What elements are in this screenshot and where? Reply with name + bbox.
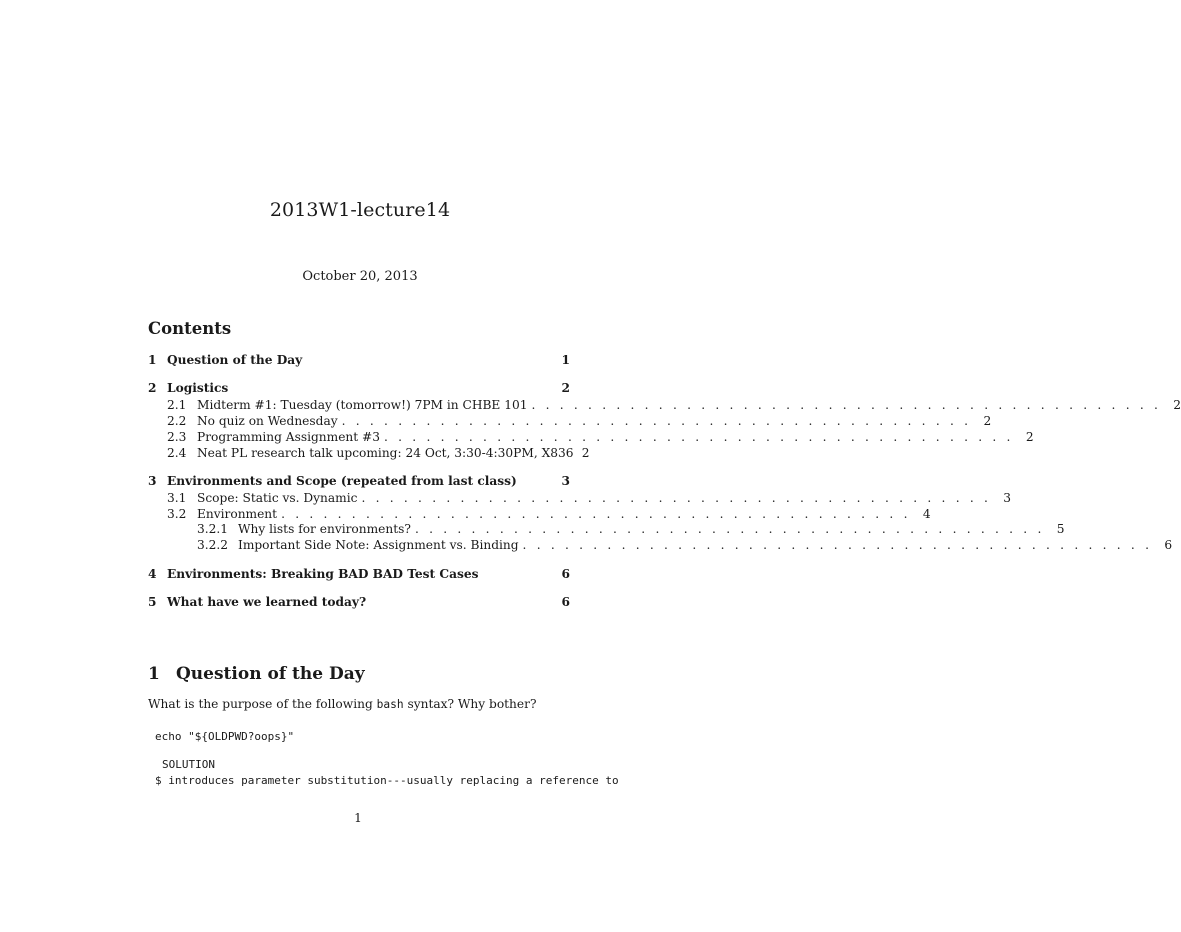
toc-page: 4 (922, 507, 931, 521)
document-title: 2013W1-lecture14 (269, 199, 451, 221)
toc-number: 2.3 (167, 430, 187, 444)
toc-entry-2-3[interactable] (148, 429, 1034, 445)
toc-page: 6 (1164, 538, 1173, 552)
toc-title: Neat PL research talk upcoming: 24 Oct, 3:30-4:30PM, X836 (197, 446, 574, 460)
question-paragraph: What is the purpose of the following bash syntax? Why bother? (148, 697, 537, 711)
toc-title: Why lists for environments? (238, 522, 411, 536)
toc-number: 3.1 (167, 491, 187, 505)
toc-page: 6 (561, 567, 570, 581)
toc-page: 2 (983, 414, 992, 428)
toc-number: 5 (148, 595, 157, 609)
solution-text: $ introduces parameter substitution---usually replacing a reference to (155, 774, 619, 787)
toc-entry-3-2-2[interactable] (148, 537, 1173, 553)
toc-title: Programming Assignment #3 (197, 430, 381, 444)
toc-entry-section-3[interactable] (148, 473, 570, 489)
toc-number: 2 (148, 381, 157, 395)
section-number: 1 (148, 664, 160, 684)
toc-title: Question of the Day (167, 353, 303, 367)
toc-title: No quiz on Wednesday (197, 414, 338, 428)
toc-entry-3-1[interactable] (148, 490, 1012, 506)
toc-title: Scope: Static vs. Dynamic (197, 491, 358, 505)
page-number: 1 (354, 811, 362, 825)
toc-entry-section-4[interactable] (148, 566, 570, 582)
toc-page: 3 (1003, 491, 1012, 505)
toc-number: 3.2.1 (197, 522, 229, 536)
toc-title: Environments: Breaking BAD BAD Test Cases (167, 567, 479, 581)
solution-label: SOLUTION (162, 758, 215, 771)
toc-number: 1 (148, 353, 157, 367)
toc-leader-dots: . . . . . . . . . . . . . . . . . . . . . . . . . . . . . . . . . . . . . . . . . . . . . (414, 522, 1045, 536)
toc-entry-3-2[interactable] (148, 506, 931, 522)
toc-page: 5 (1056, 522, 1065, 536)
code-example: echo "${OLDPWD?oops}" (155, 730, 295, 743)
toc-title: Environment (197, 507, 278, 521)
toc-number: 3.2.2 (197, 538, 229, 552)
section-title: Question of the Day (176, 664, 365, 684)
toc-entry-3-2-1[interactable] (148, 521, 1065, 537)
toc-title: Environments and Scope (repeated from last class) (167, 474, 517, 488)
toc-entry-section-1[interactable] (148, 352, 570, 368)
toc-leader-dots: . . . . . . . . . . . . . . . . . . . . . . . . . . . . . . . . . . . . . . . . . . . . . (522, 538, 1153, 552)
toc-leader-dots: . . . . . . . . . . . . . . . . . . . . . . . . . . . . . . . . . . . . . . . . . . . . . (281, 507, 911, 521)
toc-entry-section-5[interactable] (148, 594, 570, 610)
toc-page: 6 (561, 595, 570, 609)
toc-page: 2 (1173, 398, 1181, 412)
toc-number: 2.2 (167, 414, 187, 428)
contents-heading: Contents (148, 319, 232, 338)
toc-number: 2.1 (167, 398, 187, 412)
toc-title: What have we learned today? (167, 595, 367, 609)
toc-leader-dots: . . . . . . . . . . . . . . . . . . . . . . . . . . . . . . . . . . . . . . . . . . . . . (384, 430, 1014, 444)
toc-title: Important Side Note: Assignment vs. Binding (238, 538, 519, 552)
toc-page: 2 (1025, 430, 1034, 444)
toc-title: Midterm #1: Tuesday (tomorrow!) 7PM in CHBE 101 (197, 398, 528, 412)
document-date: October 20, 2013 (302, 269, 418, 284)
toc-leader-dots: . . . . . . . . . . . . . . . . . . . . . . . . . . . . . . . . . . . . . . . . . . . . . (341, 414, 972, 428)
toc-page: 2 (561, 381, 570, 395)
toc-page: 1 (561, 353, 570, 367)
toc-entry-section-2[interactable] (148, 380, 570, 396)
toc-number: 2.4 (167, 446, 187, 460)
toc-title: Logistics (167, 381, 229, 395)
toc-leader-dots: . . . . . . . . . . . . . . . . . . . . . . . . . . . . . . . . . . . . . . . . . . . . . (361, 491, 992, 505)
toc-entry-2-2[interactable] (148, 413, 992, 429)
toc-leader-dots: . . . . . . . . . . . . . . . . . . . . . . . . . . . . . . . . . . . . . . . . . . . . . (531, 398, 1162, 412)
toc-entry-2-4[interactable] (148, 445, 590, 461)
inline-code-bash: bash (376, 698, 404, 711)
toc-page: 3 (561, 474, 570, 488)
section-1-heading (148, 664, 365, 684)
toc-number: 3.2 (167, 507, 187, 521)
toc-entry-2-1[interactable] (148, 397, 1181, 413)
toc-number: 3 (148, 474, 157, 488)
toc-number: 4 (148, 567, 157, 581)
toc-page: 2 (581, 446, 590, 460)
